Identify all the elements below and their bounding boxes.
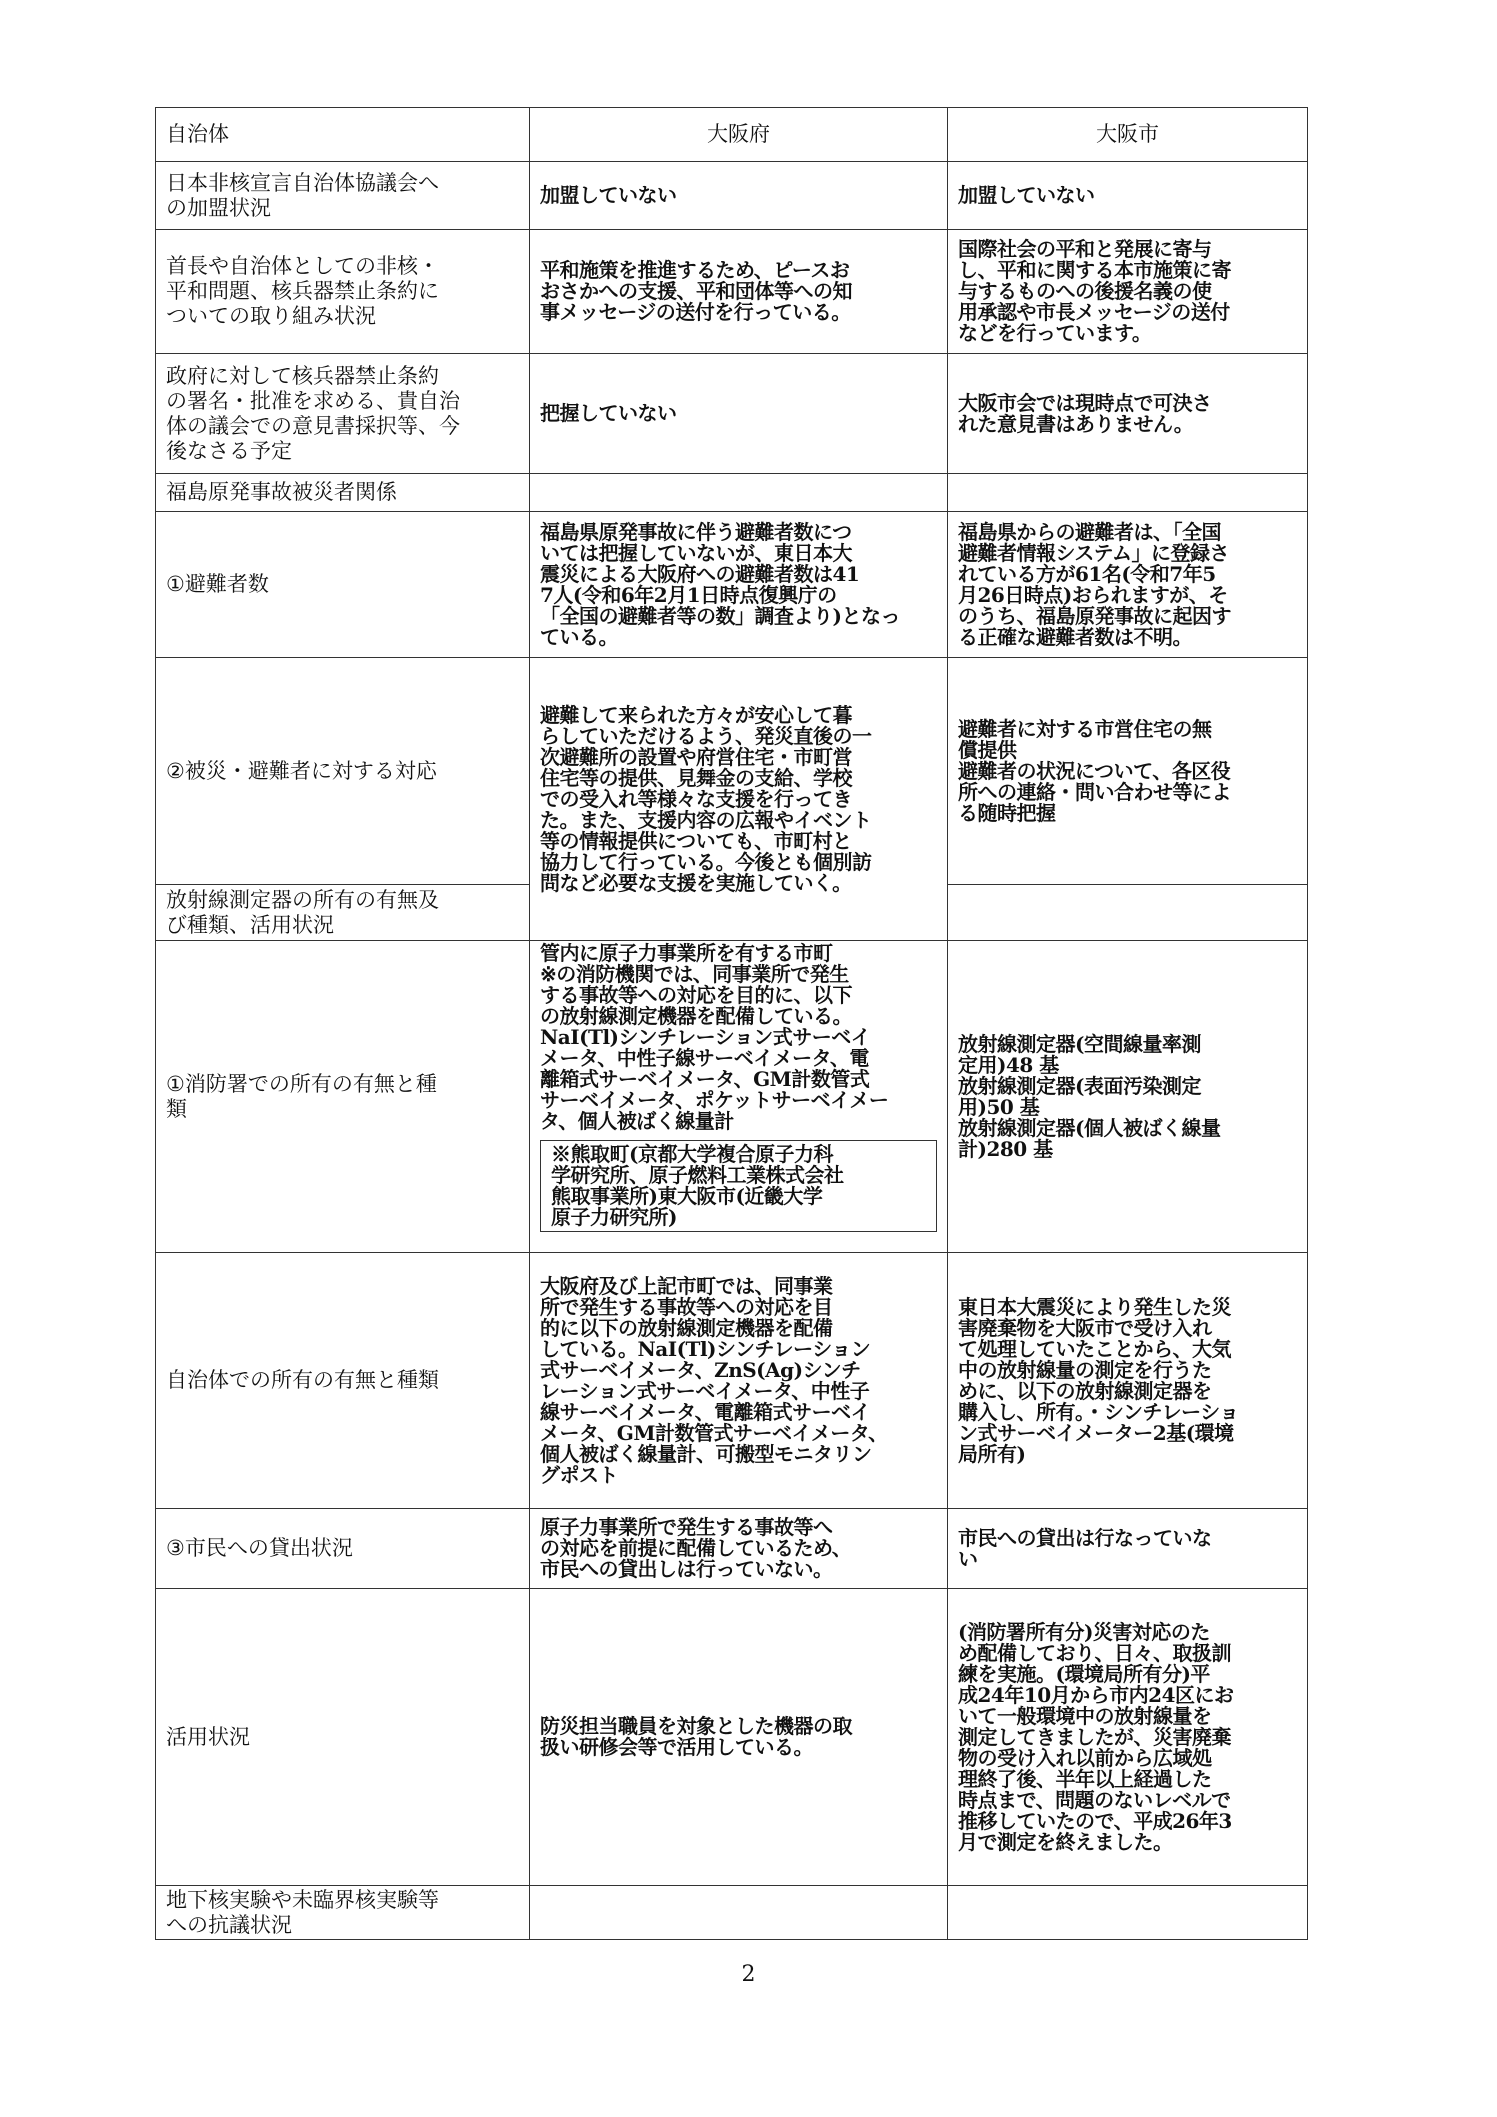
city-answer: 放射線測定器(空間線量率測 定用)48 基 放射線測定器(表面汚染測定 用)50 基 放射線測定器(個人被ばく線量 計)280 基 xyxy=(948,941,1308,1253)
table-row xyxy=(156,1886,1308,1940)
page-number: 2 xyxy=(741,1962,756,1987)
survey-table xyxy=(155,107,1308,1940)
city-answer: 避難者に対する市営住宅の無 償提供 避難者の状況について、各区役 所への連絡・問い合わせ等によ る随時把握 xyxy=(948,658,1308,885)
city-answer: 市民への貸出は行なっていな い xyxy=(948,1509,1308,1589)
empty-cell xyxy=(530,1886,948,1940)
table-row xyxy=(156,354,1308,474)
footnote-box: ※熊取町(京都大学複合原子力科 学研究所、原子燃料工業株式会社 熊取事業所)東大阪市(近畿大学 原子力研究所) xyxy=(540,1140,937,1232)
row-label: 福島原発事故被災者関係 xyxy=(156,474,530,512)
header-municipality: 自治体 xyxy=(156,108,530,162)
table-row xyxy=(156,1253,1308,1509)
table-row xyxy=(156,162,1308,230)
table-row xyxy=(156,658,1308,885)
row-label: ③市民への貸出状況 xyxy=(156,1509,530,1589)
table-row xyxy=(156,941,1308,1253)
prefecture-answer: 福島県原発事故に伴う避難者数につ いては把握していないが、東日本大 震災による大阪府への避難者数は41 7人(令和6年2月1日時点復興庁の 「全国の避難者等の数」調査より)となっ ている。 xyxy=(530,512,948,658)
prefecture-answer: 原子力事業所で発生する事故等へ の対応を前提に配備しているため、 市民への貸出しは行っていない。 xyxy=(530,1509,948,1589)
row-label: ②被災・避難者に対する対応 xyxy=(156,658,530,885)
city-answer: 加盟していない xyxy=(948,162,1308,230)
row-label: 日本非核宣言自治体協議会へ の加盟状況 xyxy=(156,162,530,230)
row-label: ①避難者数 xyxy=(156,512,530,658)
row-label: 活用状況 xyxy=(156,1589,530,1886)
empty-cell xyxy=(948,885,1308,941)
prefecture-answer: 大阪府及び上記市町では、同事業 所で発生する事故等への対応を目 的に以下の放射線測定機器を配備 している。NaI(Tl)シンチレーション 式サーベイメータ、ZnS(Ag)シンチ レーション式サーベイメータ、中性子 線サーベイメータ、電離箱式サーベイ メータ、GM計数管式サーベイメータ、 個人被ばく線量計、可搬型モニタリン グポスト xyxy=(530,1253,948,1509)
city-answer: 福島県からの避難者は、「全国 避難者情報システム」に登録さ れている方が61名(令和7年5 月26日時点)おられますが、そ のうち、福島原発事故に起因す る正確な避難者数は不明。 xyxy=(948,512,1308,658)
prefecture-answer: 避難して来られた方々が安心して暮 らしていただけるよう、発災直後の一 次避難所の設置や府営住宅・市町営 住宅等の提供、見舞金の支給、学校 での受入れ等様々な支援を行ってき た。また、支援内容の広報やイベント 等の情報提供についても、市町村と 協力して行っている。今後とも個別訪 問など必要な支援を実施していく。 xyxy=(530,658,948,941)
table-row xyxy=(156,474,1308,512)
table-row xyxy=(156,230,1308,354)
empty-cell xyxy=(948,474,1308,512)
row-label: 自治体での所有の有無と種類 xyxy=(156,1253,530,1509)
prefecture-answer-body: 管内に原子力事業所を有する市町 ※の消防機関では、同事業所で発生 する事故等への対応を目的に、以下 の放射線測定機器を配備している。 NaI(Tl)シンチレーション式サーベイ メータ、中性子線サーベイメータ、電 離箱式サーベイメータ、GM計数管式 サーベイメータ、ポケットサーベイメー タ、個人被ばく線量計 xyxy=(540,941,889,1133)
empty-cell xyxy=(948,1886,1308,1940)
row-label: ①消防署での所有の有無と種 類 xyxy=(156,941,530,1253)
table-header-row xyxy=(156,108,1308,162)
prefecture-answer xyxy=(530,941,948,1253)
prefecture-answer: 加盟していない xyxy=(530,162,948,230)
city-answer: 大阪市会では現時点で可決さ れた意見書はありません。 xyxy=(948,354,1308,474)
table-row xyxy=(156,1589,1308,1886)
prefecture-answer: 平和施策を推進するため、ピースお おさかへの支援、平和団体等への知 事メッセージの送付を行っている。 xyxy=(530,230,948,354)
table-row xyxy=(156,512,1308,658)
row-label: 首長や自治体としての非核・ 平和問題、核兵器禁止条約に ついての取り組み状況 xyxy=(156,230,530,354)
row-label: 放射線測定器の所有の有無及 び種類、活用状況 xyxy=(156,885,530,941)
header-osaka-city: 大阪市 xyxy=(948,108,1308,162)
row-label: 地下核実験や未臨界核実験等 への抗議状況 xyxy=(156,1886,530,1940)
city-answer: (消防署所有分)災害対応のた め配備しており、日々、取扱訓 練を実施。(環境局所有分)平 成24年10月から市内24区にお いて一般環境中の放射線量を 測定してきましたが、災害廃棄 物の受け入れ以前から広域処 理終了後、半年以上経過した 時点まで、問題のないレベルで 推移していたので、平成26年3 月で測定を終えました。 xyxy=(948,1589,1308,1886)
empty-cell xyxy=(530,474,948,512)
row-label: 政府に対して核兵器禁止条約 の署名・批准を求める、貴自治 体の議会での意見書採択等、今 後なさる予定 xyxy=(156,354,530,474)
city-answer: 東日本大震災により発生した災 害廃棄物を大阪市で受け入れ て処理していたことから、大気 中の放射線量の測定を行うた めに、以下の放射線測定器を 購入し、所有。・シンチレーショ ン式サーベイメーター2基(環境 局所有) xyxy=(948,1253,1308,1509)
table-row xyxy=(156,1509,1308,1589)
prefecture-answer: 防災担当職員を対象とした機器の取 扱い研修会等で活用している。 xyxy=(530,1589,948,1886)
prefecture-answer: 把握していない xyxy=(530,354,948,474)
city-answer: 国際社会の平和と発展に寄与 し、平和に関する本市施策に寄 与するものへの後援名義の使 用承認や市長メッセージの送付 などを行っています。 xyxy=(948,230,1308,354)
header-osaka-prefecture: 大阪府 xyxy=(530,108,948,162)
